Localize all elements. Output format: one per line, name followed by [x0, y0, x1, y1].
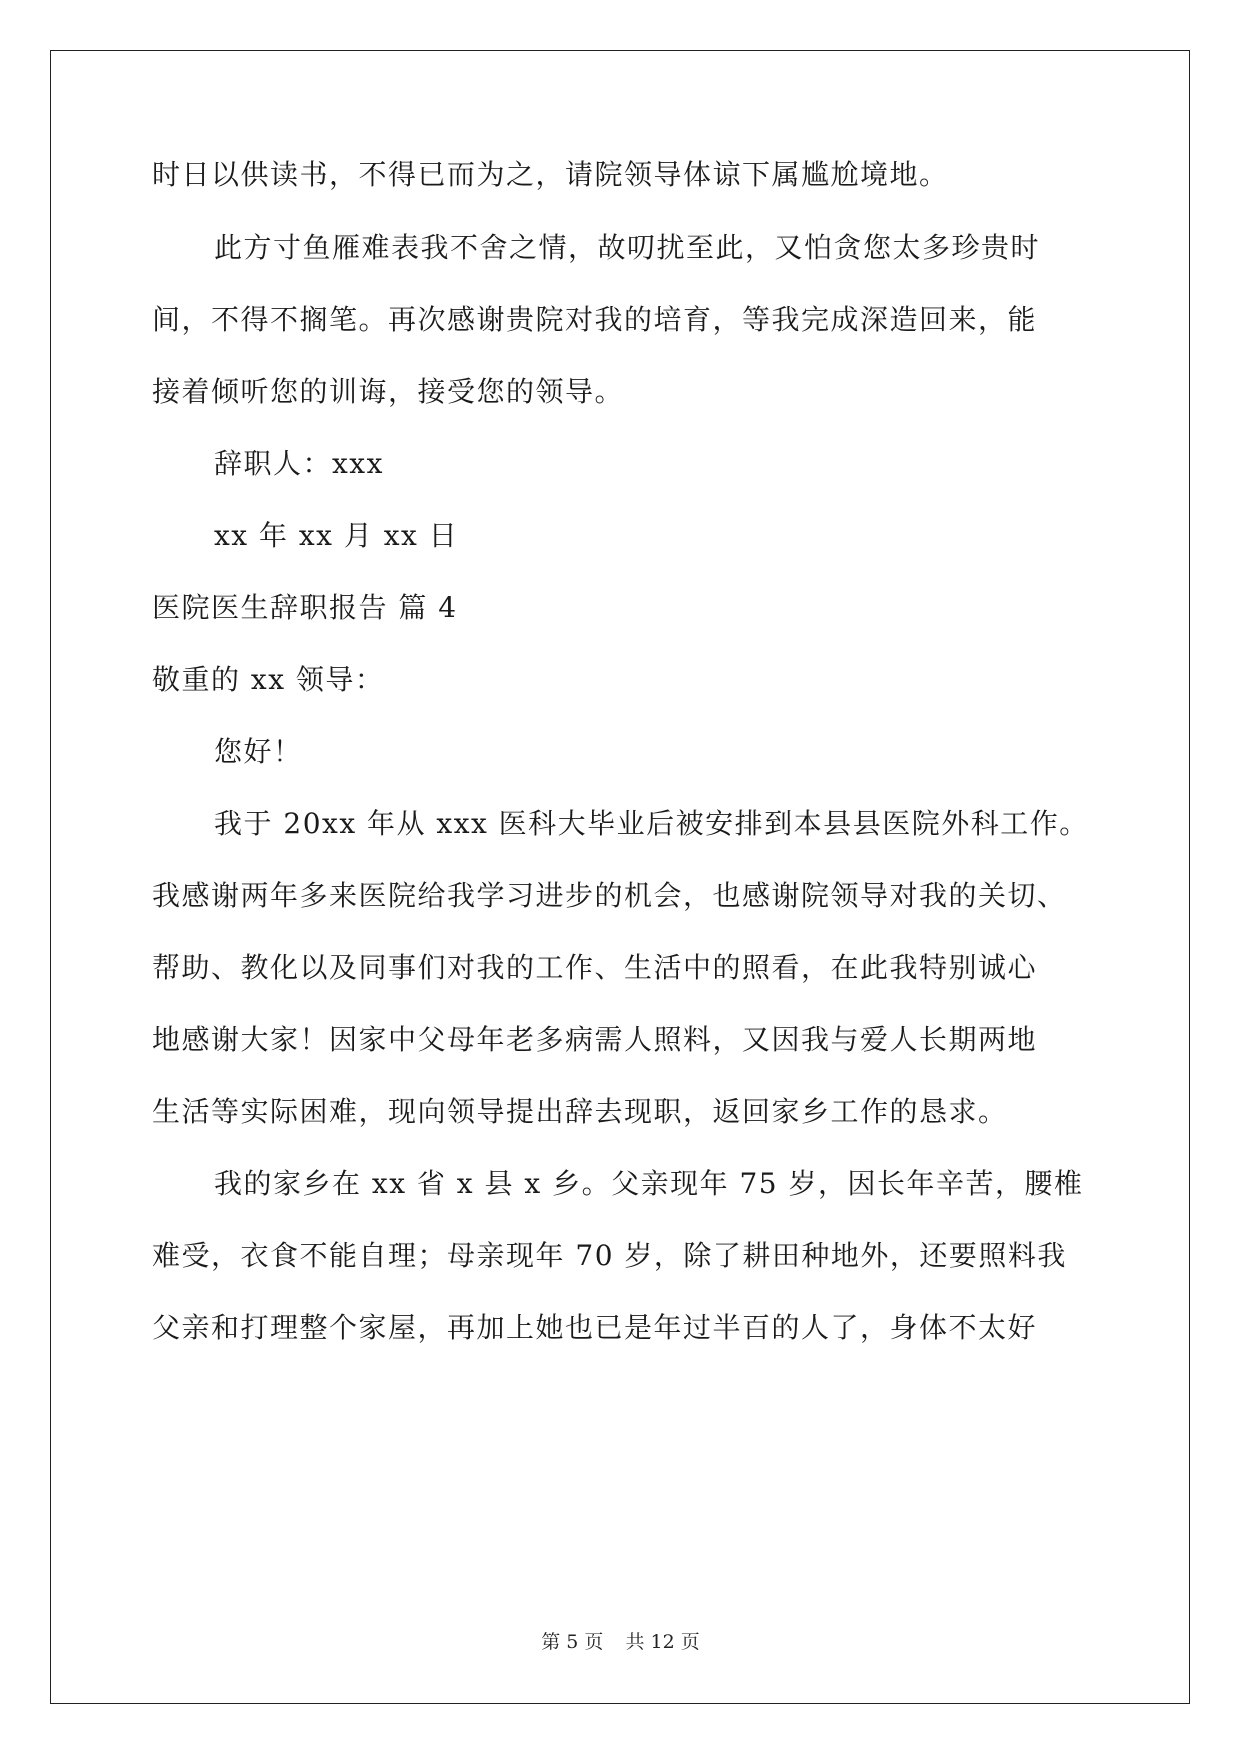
paragraph-line: 接着倾听您的训诲，接受您的领导。	[152, 375, 625, 408]
paragraph-line: 地感谢大家！因家中父母年老多病需人照料，又因我与爱人长期两地	[152, 1023, 1038, 1056]
paragraph-line: 我感谢两年多来医院给我学习进步的机会，也感谢院领导对我的关切、	[152, 879, 1067, 912]
paragraph-line: 我于 20xx 年从 xxx 医科大毕业后被安排到本县县医院外科工作。	[214, 807, 1089, 840]
page-footer	[0, 1627, 1241, 1654]
paragraph-line: 生活等实际困难，现向领导提出辞去现职，返回家乡工作的恳求。	[152, 1095, 1008, 1128]
paragraph-line: 难受，衣食不能自理；母亲现年 70 岁，除了耕田种地外，还要照料我	[152, 1239, 1067, 1272]
date-line: xx 年 xx 月 xx 日	[214, 519, 459, 552]
greeting: 您好！	[214, 735, 303, 768]
signature-line: 辞职人：xxx	[214, 447, 384, 480]
page-total: 共 12 页	[625, 1631, 700, 1653]
paragraph-line: 间，不得不搁笔。再次感谢贵院对我的培育，等我完成深造回来，能	[152, 303, 1038, 336]
paragraph-line: 帮助、教化以及同事们对我的工作、生活中的照看，在此我特别诚心	[152, 951, 1038, 984]
paragraph-line: 我的家乡在 xx 省 x 县 x 乡。父亲现年 75 岁，因长年辛苦，腰椎	[214, 1167, 1084, 1200]
paragraph-line: 此方寸鱼雁难表我不舍之情，故叨扰至此，又怕贪您太多珍贵时	[214, 231, 1041, 264]
section-heading: 医院医生辞职报告 篇 4	[152, 591, 458, 624]
salutation: 敬重的 xx 领导：	[152, 663, 385, 696]
paragraph-line: 时日以供读书，不得已而为之，请院领导体谅下属尴尬境地。	[152, 158, 949, 191]
paragraph-line: 父亲和打理整个家屋，再加上她也已是年过半百的人了，身体不太好	[152, 1311, 1038, 1344]
page-number: 第 5 页	[541, 1631, 604, 1653]
